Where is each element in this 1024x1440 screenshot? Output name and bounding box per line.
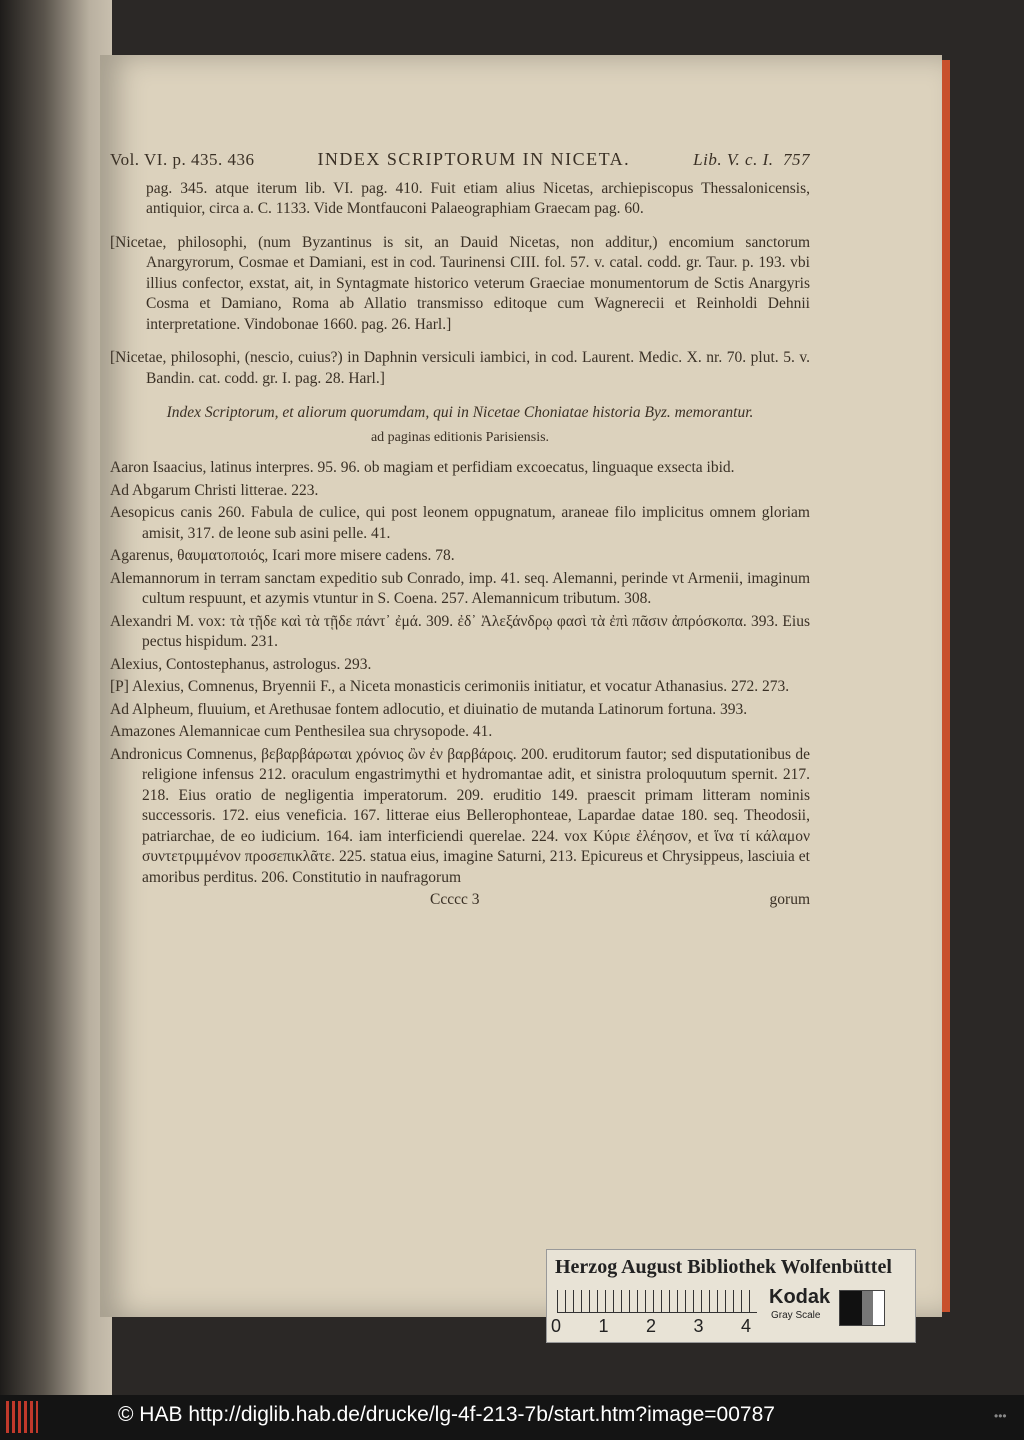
- page-number: 757: [782, 150, 810, 169]
- book-page: [100, 55, 942, 1317]
- index-entry: Aesopicus canis 260. Fabula de culice, qui post leonem oppugnatum, araneae filo implicitus omnem gloriam amisit, 317. de leone sub asini pelle. 41.: [110, 504, 810, 542]
- index-entry: Alexandri M. vox: τὰ τῇδε καὶ τὰ τῇδε πάντ᾽ ἐμά. 309. ἐδ᾽ Ἀλεξάνδρῳ φασὶ τὰ ἐπὶ πᾶσιν ἀπρόσκοπα. 393. Eius pectus hispidum. 231.: [110, 612, 810, 650]
- menu-dots-icon[interactable]: •••: [994, 1409, 1007, 1423]
- scale-numbers: 0 1 2 3 4: [551, 1316, 751, 1336]
- signature-mark: Ccccc 3: [430, 891, 480, 908]
- index-entry: Aaron Isaacius, latinus interpres. 95. 96. ob magiam et perfidiam excoecatus, linguaque exsecta ibid.: [110, 459, 735, 476]
- index-entry: Alexius, Contostephanus, astrologus. 293.: [110, 655, 372, 673]
- header-right: Lib. V. c. I. 757: [693, 150, 810, 169]
- index-entry: Agarenus, θαυματοποιός, Icari more misere cadens. 78.: [110, 547, 455, 564]
- gray-swatch: [839, 1290, 885, 1326]
- index-entry: Amazones Alemannicae cum Penthesilea sua chrysopode. 41.: [110, 723, 493, 740]
- index-subtitle: ad paginas editionis Parisiensis.: [370, 429, 550, 445]
- hab-logo-icon: [6, 1401, 38, 1433]
- scale-ruler: [557, 1290, 757, 1313]
- index-entry: Ad Alpheum, fluuium, et Arethusae fontem adlocutio, et diuinatio de mutanda Latinorum fortuna. 393.: [110, 700, 748, 718]
- catchword: gorum: [769, 891, 810, 908]
- viewer-bottom-bar: [0, 1395, 1024, 1440]
- index-entry: Ad Abgarum Christi litterae. 223.: [110, 481, 319, 499]
- page-content: [110, 149, 810, 911]
- paragraph: pag. 345. atque iterum lib. VI. pag. 410. Fuit etiam alius Nicetas, archiepiscopus Thessalonicensis, antiquior, circa a. C. 1133. Vide Montfauconi Palaeographiam Graecam pag. 60.: [146, 179, 810, 217]
- page-footer: [110, 890, 810, 911]
- library-name: Herzog August Bibliothek Wolfenbüttel: [555, 1256, 892, 1278]
- gray-scale-label: Gray Scale: [771, 1310, 821, 1321]
- index-entry: Alemannorum in terram sanctam expeditio sub Conrado, imp. 41. seq. Alemanni, perinde vt Armenii, imaginum cultum respuunt, et azymis vtuntur in S. Coena. 257. Alemannicum tributum. 308.: [110, 569, 810, 607]
- library-color-card: [546, 1249, 916, 1343]
- copyright-url[interactable]: © HAB http://diglib.hab.de/drucke/lg-4f-213-7b/start.htm?image=00787: [118, 1403, 775, 1426]
- kodak-logo: Kodak: [769, 1286, 831, 1308]
- header-left: Vol. VI. p. 435. 436: [110, 150, 255, 169]
- index-entry: Andronicus Comnenus, βεβαρβάρωται χρόνιος ὢν ἐν βαρβάροις. 200. eruditorum fautor; sed disputationibus de religione infensus 212. oraculum engastrimythi et hydromantae adit, et sinistra proloquutum spernit. 217. 218. Eius oratio de negligentia imperatorum. 209. eruditio 149. praescit primam litteram nominis successoris. 172. eius veneficia. 167. litterae eius Bellerophonteae, Lapardae datae 180. seq. Theodosii, patriarchae, de eo iudicium. 164. iam interficiendi querelae. 224. vox Κύριε ἐλέησον, et ἵνα τί κάλαμον συντετριμμένον προσεπικλᾶτε. 225. statua eius, imagine Saturni, 213. Epicureus et Chrysippeus, lasciuia et amoribus perditus. 206. Constitutio in naufragorum: [110, 745, 810, 886]
- header-title: INDEX SCRIPTORUM IN NICETA.: [317, 149, 631, 169]
- index-entry: [P] Alexius, Comnenus, Bryennii F., a Niceta monasticis cerimoniis initiatur, et vocatur Athanasius. 272. 273.: [110, 678, 790, 695]
- paragraph: [Nicetae, philosophi, (num Byzantinus is sit, an Dauid Nicetas, non additur,) encomium sanctorum Anargyrorum, Cosmae et Damiani, est in cod. Taurinensi CIII. fol. 57. v. catal. codd. gr. Taur. p. 193. vbi illius confector, exstat, ait, in Syntagmate historico veterum Graeciae monumentorum de Sctis Anargyris Cosma et Damiano, Roma ab Allatio transmisso editoque cum Wagnerecii et Reinholdi Dehnii interpretatione. Vindobonae 1660. pag. 26. Harl.]: [110, 233, 810, 333]
- index-title: Index Scriptorum, et aliorum quorumdam, qui in Nicetae Choniatae historia Byz. memorantur.: [166, 404, 754, 421]
- paragraph: [Nicetae, philosophi, (nescio, cuius?) in Daphnin versiculi iambici, in cod. Laurent. Medic. X. nr. 70. plut. 5. v. Bandin. cat. codd. gr. I. pag. 28. Harl.]: [110, 349, 810, 387]
- left-page-edge: [0, 0, 112, 1395]
- running-header: [110, 149, 810, 171]
